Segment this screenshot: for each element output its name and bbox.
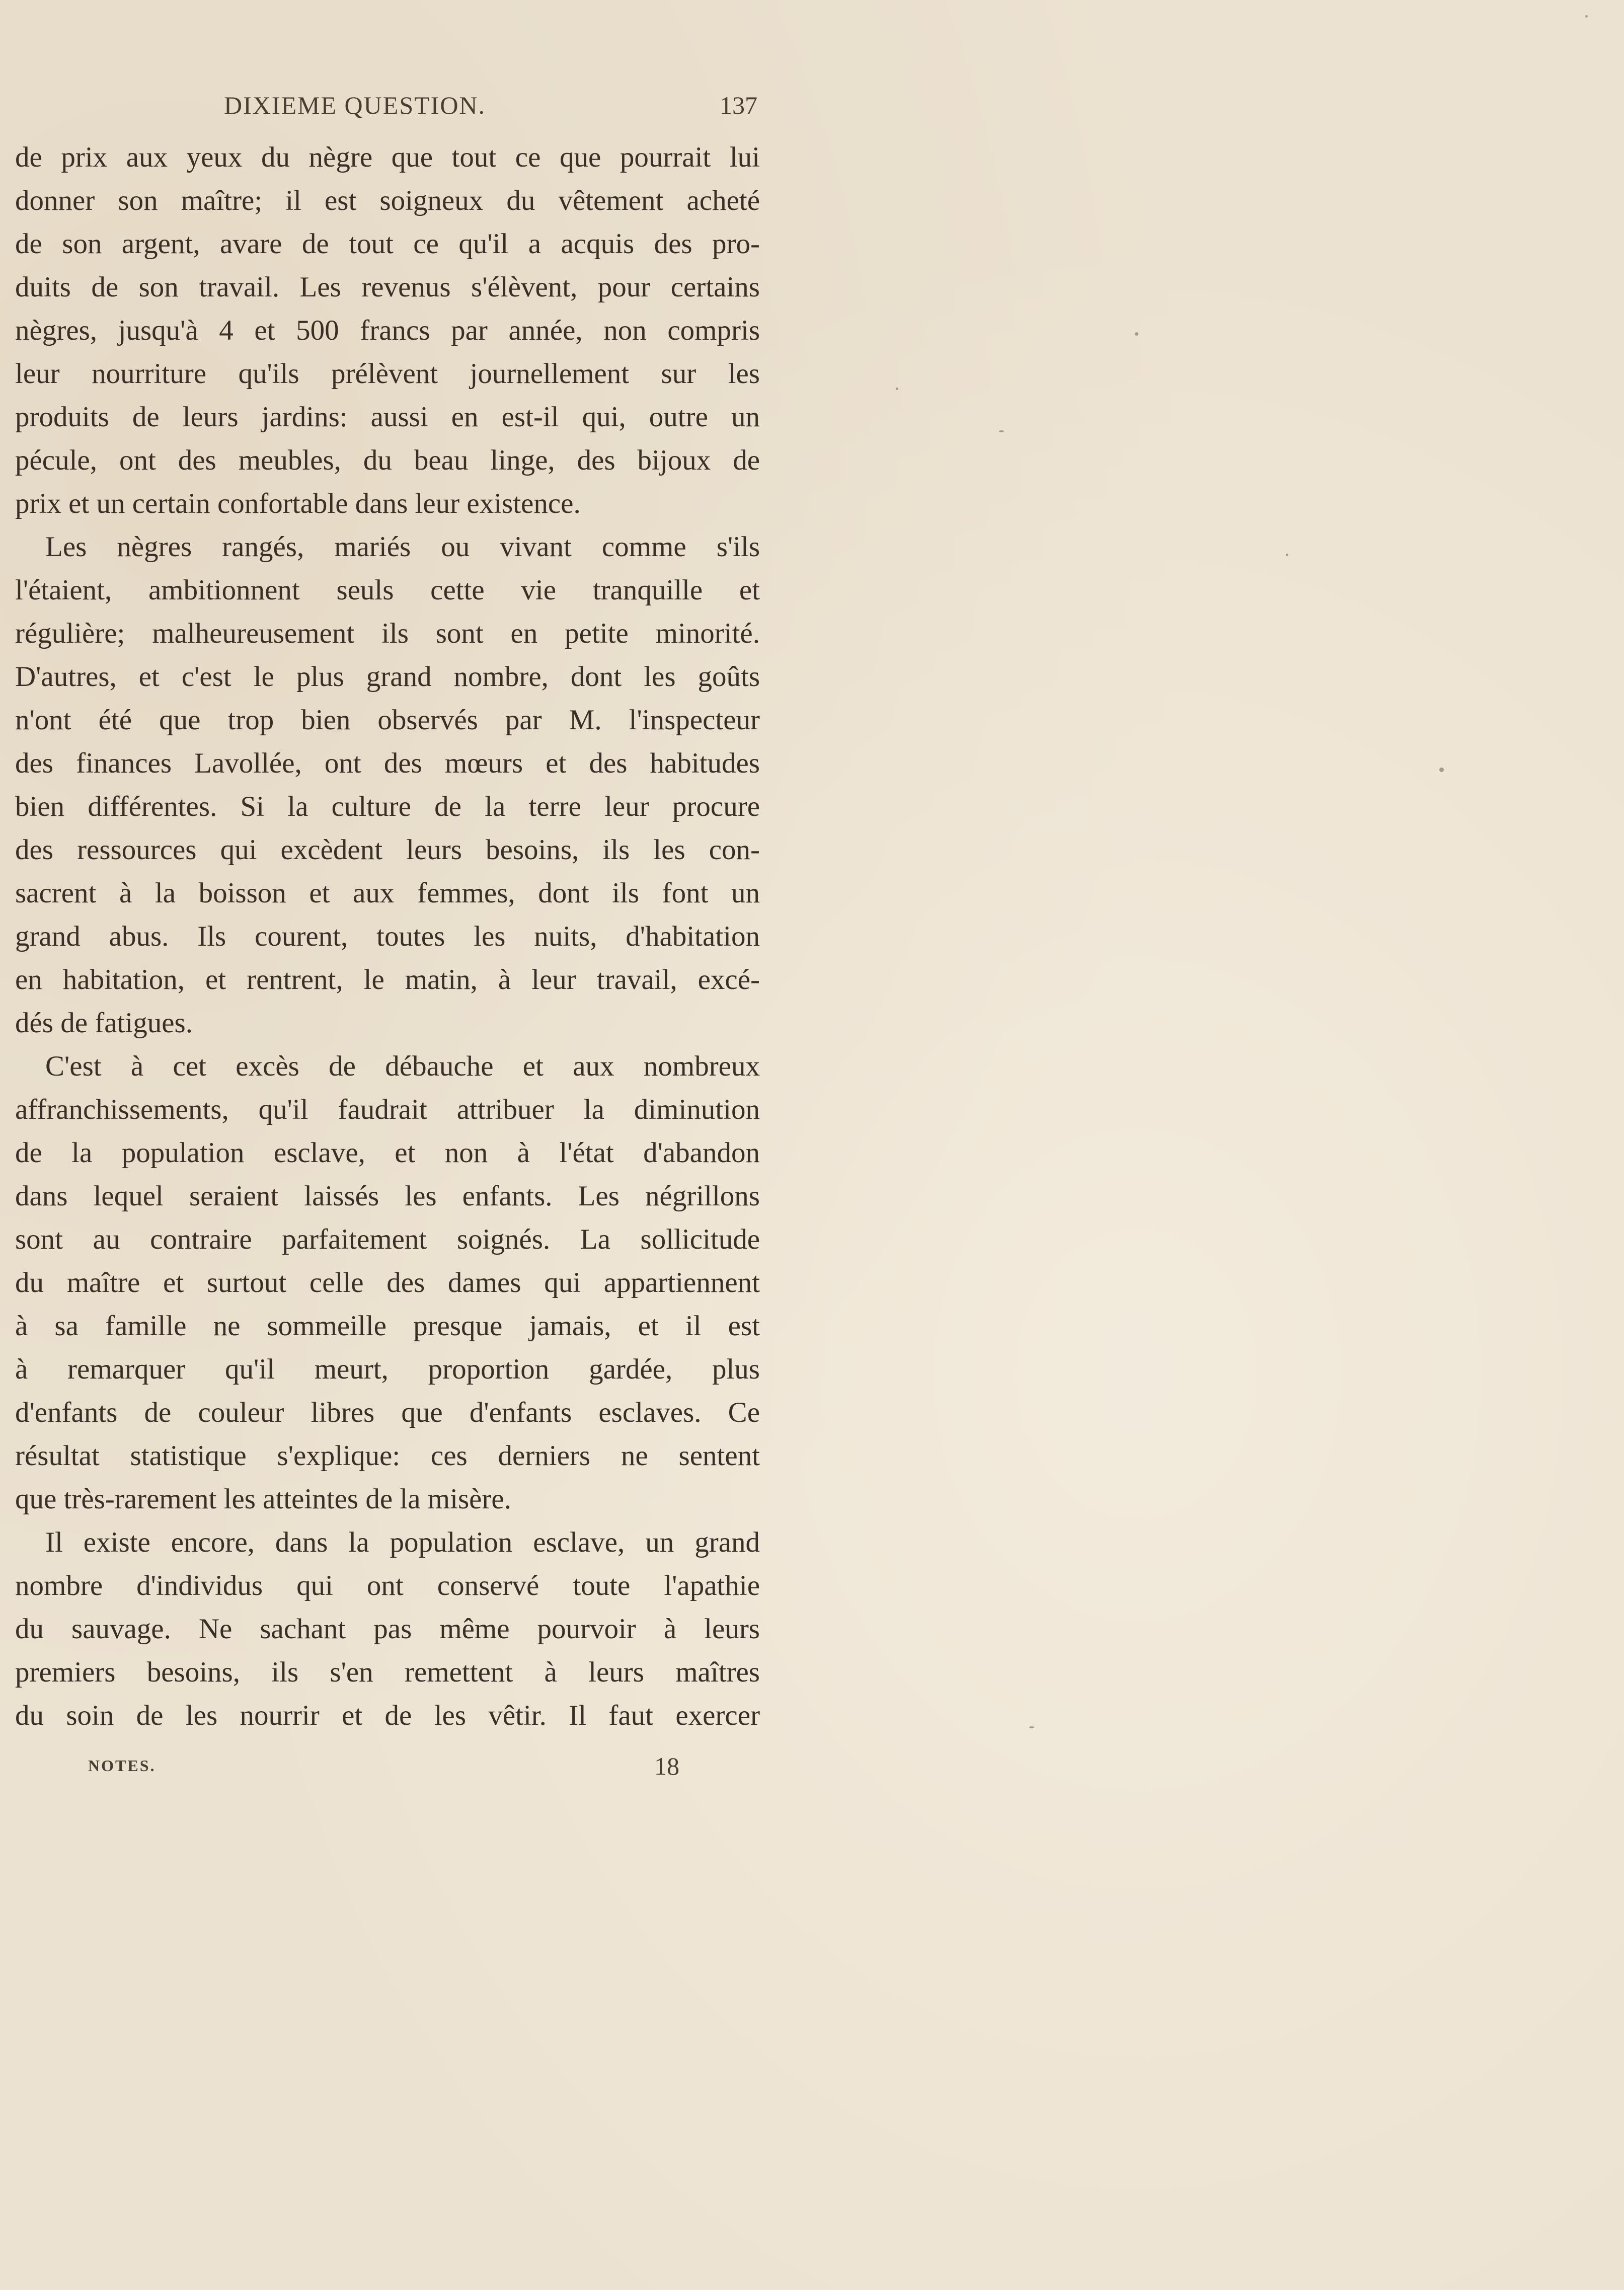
- text-line: de prix aux yeux du nègre que tout ce que pourrait lui: [15, 141, 760, 173]
- text-line: du sauvage. Ne sachant pas même pourvoir à leurs: [15, 1613, 760, 1645]
- paper-speck: [999, 430, 1004, 432]
- text-line: en habitation, et rentrent, le matin, à leur travail, excé-: [15, 964, 760, 996]
- text-line: résultat statistique s'explique: ces derniers ne sentent: [15, 1440, 760, 1472]
- text-line: dans lequel seraient laissés les enfants. Les négrillons: [15, 1180, 760, 1212]
- text-line: D'autres, et c'est le plus grand nombre, dont les goûts: [15, 661, 760, 693]
- paper-speck: [1286, 554, 1288, 556]
- text-line: dés de fatigues.: [15, 1007, 193, 1039]
- text-line: Les nègres rangés, mariés ou vivant comme s'ils: [45, 531, 760, 563]
- running-title: DIXIEME QUESTION.: [224, 91, 486, 119]
- sheet-number: 18: [654, 1752, 679, 1780]
- text-line: nombre d'individus qui ont conservé toute l'apathie: [15, 1570, 760, 1601]
- signature-mark: NOTES.: [88, 1757, 156, 1775]
- text-line: du soin de les nourrir et de les vêtir. Il faut exercer: [15, 1700, 760, 1731]
- page-footer: [75, 1751, 679, 1787]
- text-line: de la population esclave, et non à l'état d'abandon: [15, 1137, 760, 1169]
- text-line: donner son maître; il est soigneux du vêtement acheté: [15, 185, 760, 216]
- text-line: sacrent à la boisson et aux femmes, dont ils font un: [15, 877, 760, 909]
- text-line: à sa famille ne sommeille presque jamais, et il est: [15, 1310, 760, 1342]
- text-line: sont au contraire parfaitement soignés. La sollicitude: [15, 1224, 760, 1255]
- text-line: des ressources qui excèdent leurs besoins, ils les con-: [15, 834, 760, 866]
- text-line: produits de leurs jardins: aussi en est-il qui, outre un: [15, 401, 760, 433]
- running-head: [224, 91, 757, 131]
- text-line: grand abus. Ils courent, toutes les nuits, d'habitation: [15, 921, 760, 952]
- text-line: prix et un certain confortable dans leur existence.: [15, 488, 581, 519]
- text-line: du maître et surtout celle des dames qui appartiennent: [15, 1267, 760, 1299]
- page-number: 137: [720, 91, 757, 119]
- text-line: nègres, jusqu'à 4 et 500 francs par année, non compris: [15, 315, 760, 346]
- text-line: à remarquer qu'il meurt, proportion gardée, plus: [15, 1353, 760, 1385]
- text-line: pécule, ont des meubles, du beau linge, des bijoux de: [15, 444, 760, 476]
- paper-speck: [896, 388, 898, 390]
- text-line: régulière; malheureusement ils sont en petite minorité.: [15, 618, 760, 649]
- text-line: de son argent, avare de tout ce qu'il a acquis des pro-: [15, 228, 760, 260]
- text-line: C'est à cet excès de débauche et aux nombreux: [45, 1050, 760, 1082]
- text-line: d'enfants de couleur libres que d'enfants esclaves. Ce: [15, 1397, 760, 1428]
- text-line: que très-rarement les atteintes de la misère.: [15, 1483, 511, 1515]
- paper-speck: [1439, 768, 1444, 772]
- text-line: l'étaient, ambitionnent seuls cette vie tranquille et: [15, 574, 760, 606]
- text-line: bien différentes. Si la culture de la terre leur procure: [15, 791, 760, 822]
- paper-speck: [1585, 15, 1588, 18]
- text-line: Il existe encore, dans la population esclave, un grand: [45, 1526, 760, 1558]
- text-line: premiers besoins, ils s'en remettent à leurs maîtres: [15, 1656, 760, 1688]
- text-line: leur nourriture qu'ils prélèvent journellement sur les: [15, 358, 760, 390]
- paper-speck: [1029, 1726, 1034, 1728]
- text-line: n'ont été que trop bien observés par M. l'inspecteur: [15, 704, 760, 736]
- text-line: duits de son travail. Les revenus s'élèvent, pour certains: [15, 271, 760, 303]
- body-text: [15, 136, 760, 1737]
- paper-speck: [1135, 332, 1138, 336]
- text-line: affranchissements, qu'il faudrait attribuer la diminution: [15, 1094, 760, 1125]
- text-line: des finances Lavollée, ont des mœurs et des habitudes: [15, 747, 760, 779]
